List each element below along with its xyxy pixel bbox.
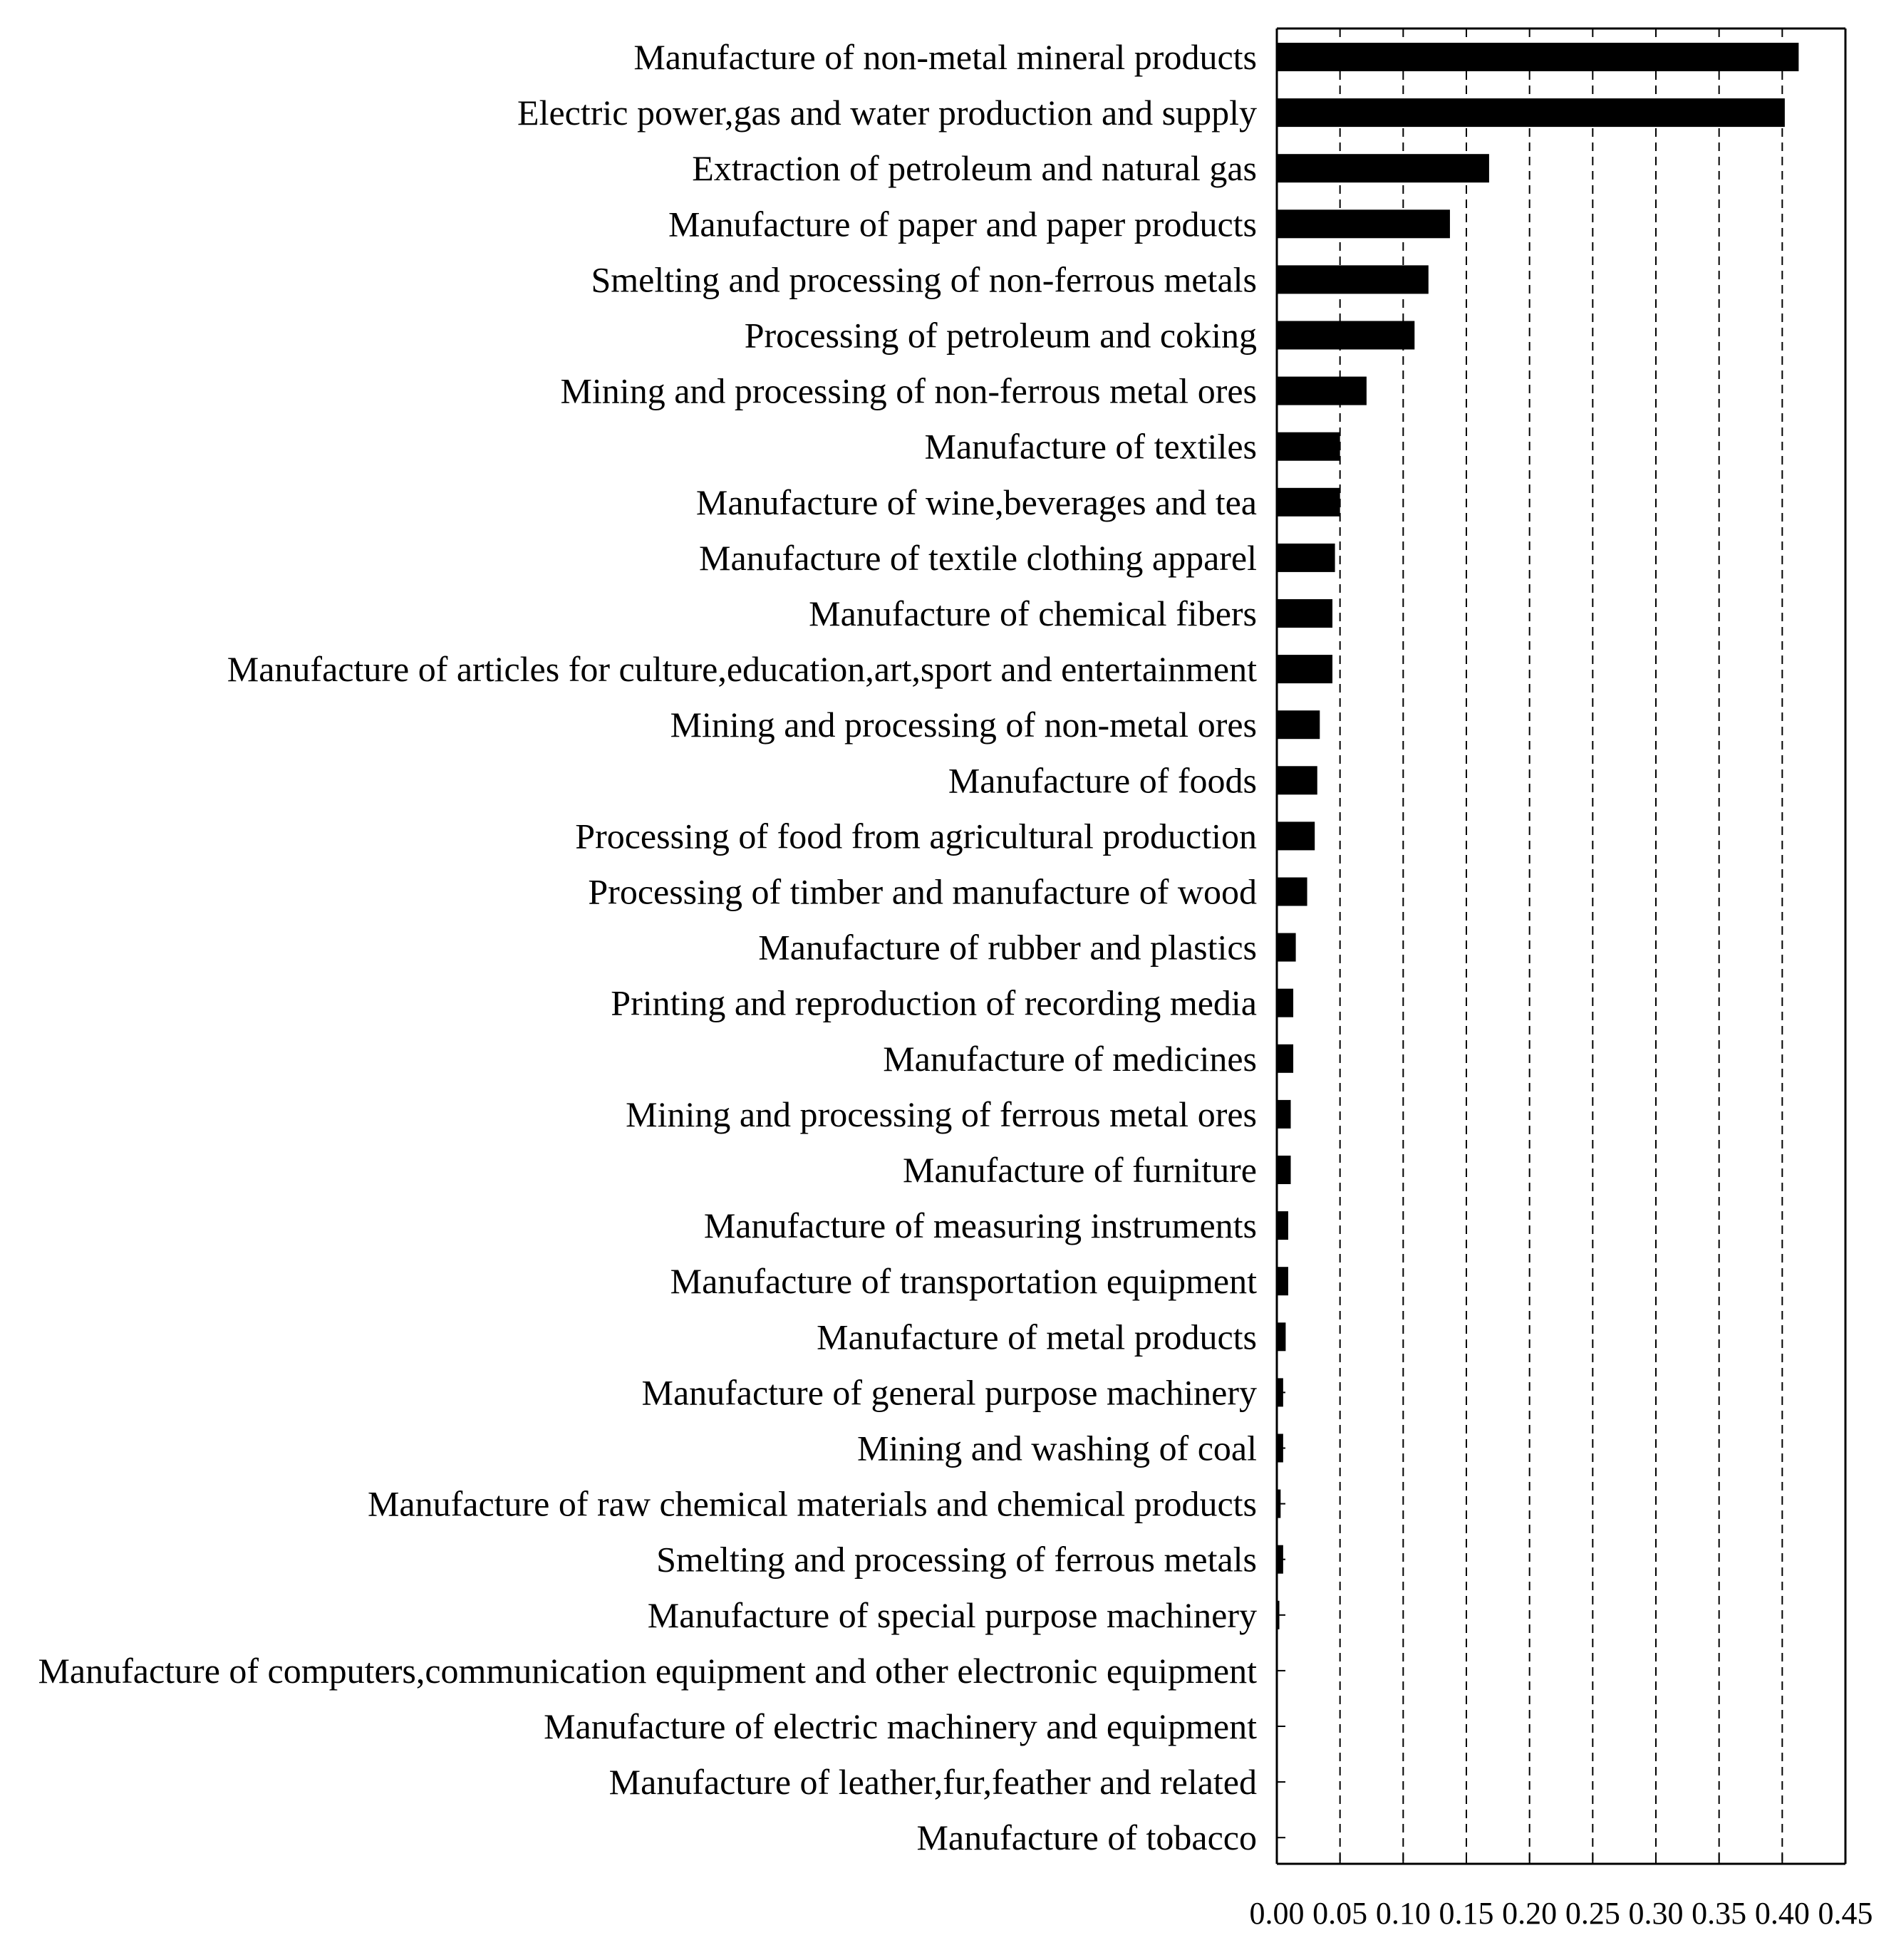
category-label-9: Manufacture of textile clothing apparel xyxy=(698,537,1257,578)
category-label-6: Mining and processing of non-ferrous metal ores xyxy=(560,370,1257,411)
bar-8 xyxy=(1277,488,1340,517)
category-label-29: Manufacture of computers,communication equipment and other electronic equipment xyxy=(38,1650,1257,1691)
category-label-15: Processing of timber and manufacture of wood xyxy=(588,871,1257,912)
category-label-0: Manufacture of non-metal mineral products xyxy=(633,37,1257,77)
category-label-23: Manufacture of metal products xyxy=(817,1317,1257,1357)
category-label-14: Processing of food from agricultural production xyxy=(575,816,1257,856)
bar-7 xyxy=(1277,432,1340,461)
x-tick-label-5: 0.25 xyxy=(1565,1896,1620,1931)
x-tick-label-4: 0.20 xyxy=(1502,1896,1558,1931)
bar-9 xyxy=(1277,544,1335,572)
category-label-30: Manufacture of electric machinery and equipment xyxy=(544,1706,1257,1746)
bar-3 xyxy=(1277,209,1450,238)
category-label-24: Manufacture of general purpose machinery xyxy=(641,1372,1257,1413)
x-tick-label-2: 0.10 xyxy=(1375,1896,1431,1931)
x-tick-label-3: 0.15 xyxy=(1439,1896,1494,1931)
category-label-8: Manufacture of wine,beverages and tea xyxy=(695,482,1257,522)
category-label-25: Mining and washing of coal xyxy=(856,1428,1257,1468)
bar-5 xyxy=(1277,321,1414,350)
bar-6 xyxy=(1277,377,1367,405)
category-label-3: Manufacture of paper and paper products xyxy=(668,204,1257,244)
category-label-28: Manufacture of special purpose machinery xyxy=(647,1595,1257,1635)
category-label-13: Manufacture of foods xyxy=(948,760,1257,801)
category-label-26: Manufacture of raw chemical materials and chemical products xyxy=(367,1483,1257,1524)
category-label-31: Manufacture of leather,fur,feather and related xyxy=(608,1762,1257,1803)
category-label-22: Manufacture of transportation equipment xyxy=(670,1261,1257,1302)
bar-4 xyxy=(1277,265,1429,294)
category-label-11: Manufacture of articles for culture,education,art,sport and entertainment xyxy=(227,649,1257,690)
category-label-7: Manufacture of textiles xyxy=(924,426,1257,467)
category-label-12: Mining and processing of non-metal ores xyxy=(670,705,1257,745)
category-label-4: Smelting and processing of non-ferrous metals xyxy=(591,259,1257,300)
category-label-17: Printing and reproduction of recording media xyxy=(611,982,1257,1023)
bar-1 xyxy=(1277,98,1785,127)
category-label-5: Processing of petroleum and coking xyxy=(744,315,1257,356)
category-label-16: Manufacture of rubber and plastics xyxy=(758,927,1257,968)
x-tick-label-9: 0.45 xyxy=(1818,1896,1873,1931)
bar-2 xyxy=(1277,154,1489,182)
category-label-10: Manufacture of chemical fibers xyxy=(809,593,1257,633)
category-label-2: Extraction of petroleum and natural gas xyxy=(692,148,1257,189)
category-label-21: Manufacture of measuring instruments xyxy=(703,1205,1257,1246)
category-label-18: Manufacture of medicines xyxy=(883,1038,1257,1079)
x-tick-label-6: 0.30 xyxy=(1628,1896,1684,1931)
category-label-32: Manufacture of tobacco xyxy=(916,1818,1257,1858)
x-tick-label-8: 0.40 xyxy=(1754,1896,1810,1931)
x-tick-label-0: 0.00 xyxy=(1249,1896,1305,1931)
x-tick-label-7: 0.35 xyxy=(1692,1896,1747,1931)
category-label-27: Smelting and processing of ferrous metals xyxy=(656,1539,1257,1580)
category-label-1: Electric power,gas and water production and supply xyxy=(517,93,1257,133)
x-tick-label-1: 0.05 xyxy=(1312,1896,1368,1931)
category-label-19: Mining and processing of ferrous metal ores xyxy=(626,1094,1257,1134)
category-label-20: Manufacture of furniture xyxy=(903,1150,1257,1190)
bar-0 xyxy=(1277,43,1798,71)
